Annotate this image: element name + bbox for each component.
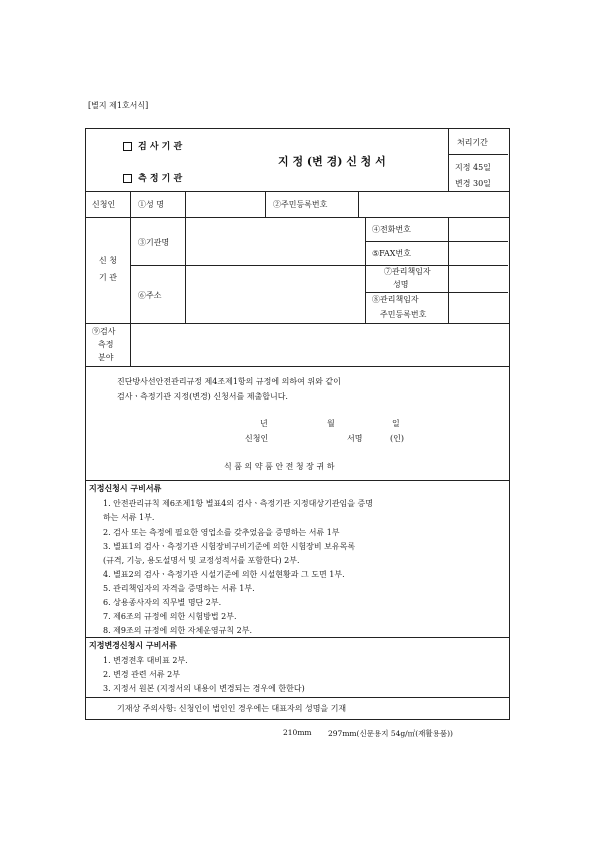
processing-designation: 지정 45일 (455, 163, 491, 172)
addressee: 식 품 의 약 품 안 전 청 장 귀 하 (224, 462, 335, 471)
manager-name-label-1: ⑦관리책임자 (384, 267, 431, 276)
institution-section-label-2: 기 관 (99, 273, 117, 282)
designation-doc-item: 2. 검사 또는 측정에 필요한 영업소를 갖추었음을 증명하는 서류 1부 (103, 528, 340, 537)
form-number: [별지 제1호서식] (88, 101, 149, 110)
manager-rrn-label-2: 주민등록번호 (380, 310, 427, 319)
fax-label: ⑤FAX번호 (372, 249, 411, 258)
change-doc-item: 2. 변경 관련 서류 2부 (103, 670, 180, 679)
applicant-sign-label: 신청인 (245, 434, 269, 443)
date-year-label: 년 (260, 419, 268, 428)
checkbox-inspection-label: 검 사 기 관 (138, 142, 183, 152)
designation-doc-item: 8. 제9조의 규정에 의한 자체운영규칙 2부. (103, 626, 252, 635)
institution-section-label-1: 신 청 (99, 256, 117, 265)
note: 기재상 주의사항: 신청인이 법인인 경우에는 대표자의 성명을 기재 (117, 704, 347, 713)
signature-label: 서명 (347, 434, 363, 443)
designation-doc-item: 7. 제6조의 규정에 의한 시험방법 2부. (103, 612, 237, 621)
designation-doc-item: 6. 상용종사자의 직무별 명단 2부. (103, 598, 222, 607)
designation-doc-item: 5. 관리책임자의 자격을 증명하는 서류 1부. (103, 584, 255, 593)
field-label-1: ⑨검사 (92, 327, 116, 336)
manager-rrn-label-1: ⑧관리책임자 (372, 295, 419, 304)
paper-height: 297mm(신문용지 54g/㎡(재활용품)) (328, 729, 453, 738)
change-docs-heading: 지정변경신청시 구비서류 (89, 640, 177, 650)
processing-change: 변경 30일 (455, 179, 491, 188)
statement-line-2: 검사ㆍ측정기관 지정(변경) 신청서를 제출합니다. (117, 392, 288, 401)
designation-docs-heading: 지정신청시 구비서류 (89, 483, 162, 493)
checkbox-inspection[interactable] (123, 139, 182, 152)
date-day-label: 일 (392, 419, 400, 428)
name-label: ①성 명 (138, 200, 164, 209)
change-doc-item: 3. 지정서 원본 (지정서의 내용이 변경되는 경우에 한한다) (103, 684, 305, 693)
address-label: ⑥주소 (138, 291, 162, 300)
processing-period-label: 처리기간 (457, 138, 488, 147)
designation-doc-item: 4. 별표2의 검사ㆍ측정기관 시설기준에 의한 시설현황과 그 도면 1부. (103, 570, 345, 579)
field-label-3: 분야 (98, 353, 114, 362)
statement-line-1: 진단방사선안전관리규정 제4조제1항의 규정에 의하여 위와 같이 (117, 377, 341, 386)
designation-doc-item: 3. 별표1의 검사ㆍ측정기관 시험장비구비기준에 의한 시험장비 보유목록 (103, 542, 356, 551)
date-month-label: 월 (327, 419, 335, 428)
seal-label: (인) (390, 434, 404, 443)
org-name-label: ③기관명 (138, 238, 170, 247)
designation-doc-item: 1. 안전관리규칙 제6조제1항 별표4의 검사ㆍ측정기관 지정대상기관임을 증명 (103, 499, 373, 508)
change-doc-item: 1. 변경전후 대비표 2부. (103, 656, 188, 665)
checkbox-measurement-label: 측 정 기 관 (138, 174, 183, 184)
manager-name-label-2: 성명 (393, 280, 409, 289)
checkbox-measurement[interactable] (123, 171, 182, 184)
paper-width: 210mm (283, 728, 312, 737)
rrn-label: ②주민등록번호 (273, 200, 328, 209)
form-title: 지 정 (변 경) 신 청 서 (278, 155, 386, 168)
phone-label: ④전화번호 (372, 225, 411, 234)
applicant-section-label: 신청인 (92, 200, 116, 209)
designation-doc-item: (규격, 기능, 용도설명서 및 교정성적서를 포함한다) 2부. (103, 556, 300, 565)
designation-doc-item: 하는 서류 1부. (103, 513, 155, 522)
field-label-2: 측정 (98, 340, 114, 349)
